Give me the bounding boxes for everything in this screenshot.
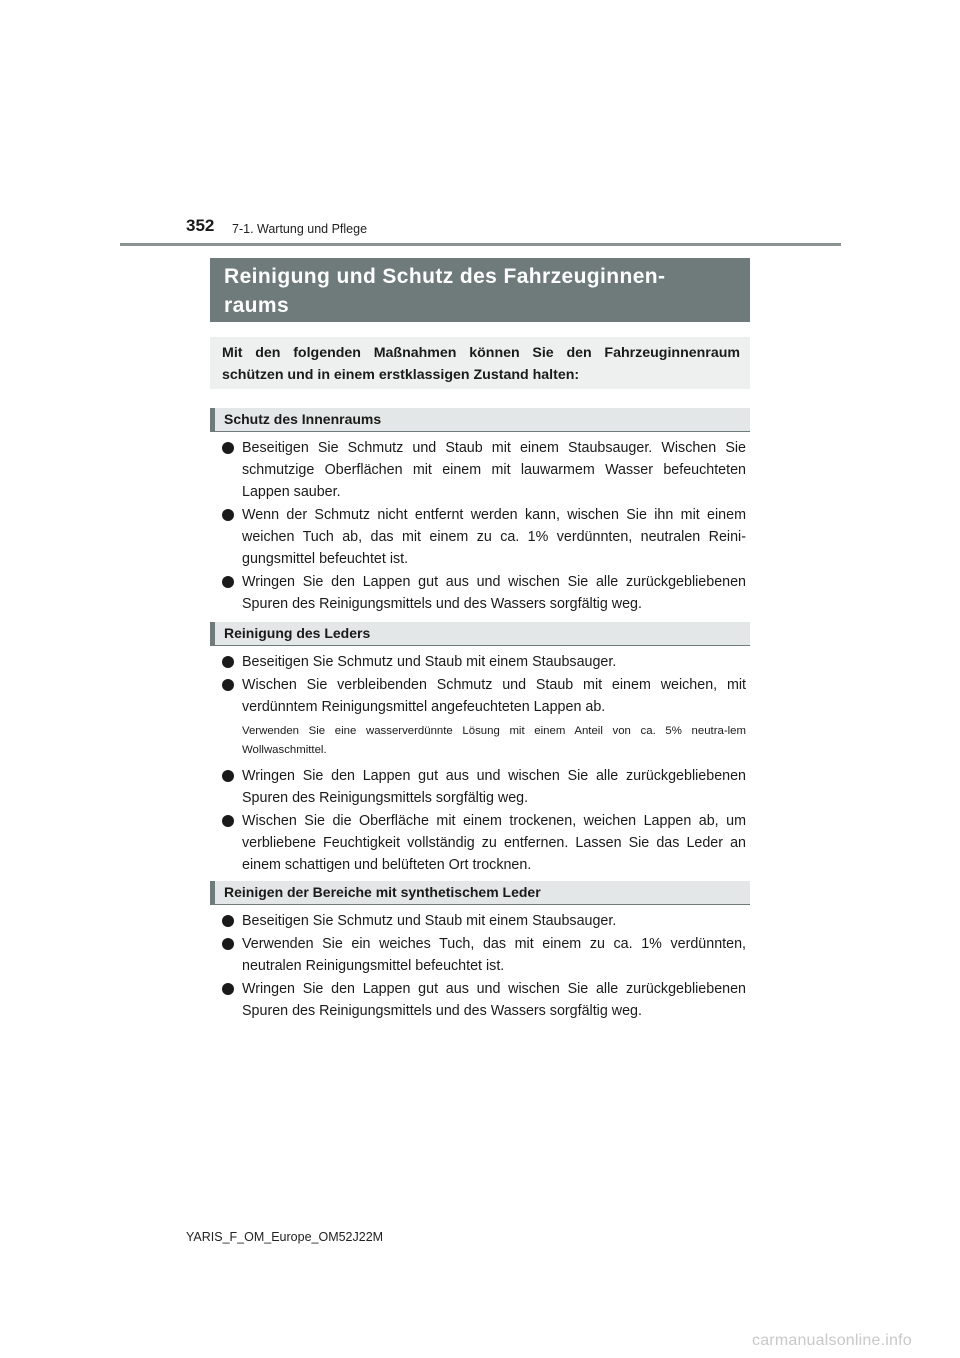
note-item [222,722,746,760]
list-item [222,933,746,977]
list-item [222,504,746,570]
bullet-icon [222,509,234,521]
section-heading-label: Reinigung des Leders [224,625,371,641]
list-item-text: Wringen Sie den Lappen gut aus und wischen Sie alle zurückgebliebenen Spuren des Reinigungsmittels und des Wassers sorgfältig weg. [242,574,746,612]
page-title [224,262,736,320]
list-item-text: Wringen Sie den Lappen gut aus und wischen Sie alle zurückgebliebenen Spuren des Reinigungsmittels sorgfältig weg. [242,768,746,806]
page-title-line1: Reinigung und Schutz des Fahrzeuginnen- [224,265,666,288]
list-item [222,651,746,673]
list-item [222,765,746,809]
bullet-icon [222,938,234,950]
list-item-text: Wischen Sie verbleibenden Schmutz und Staub mit einem weichen, mit verdünntem Reinigungsmittel angefeuchteten Lappen ab. [242,677,746,715]
bullet-icon [222,915,234,927]
page-number: 352 [186,216,215,235]
header-rule [120,243,841,246]
section-heading-protection [210,408,750,432]
page-title-line2: raums [224,294,290,317]
chapter-title: 7-1. Wartung und Pflege [232,222,368,236]
list-item [222,810,746,876]
bullet-icon [222,770,234,782]
list-item-text: Wringen Sie den Lappen gut aus und wischen Sie alle zurückgebliebenen Spuren des Reinigungsmittels und des Wassers sorgfältig weg. [242,981,746,1019]
intro-text: Mit den folgenden Maßnahmen können Sie den Fahrzeuginnenraum schützen und in einem erstklassigen Zustand halten: [222,345,740,383]
bullet-list-protection [222,437,746,616]
bullet-icon [222,442,234,454]
list-item-text: Beseitigen Sie Schmutz und Staub mit einem Staubsauger. [242,913,617,929]
section-heading-label: Schutz des Innenraums [224,411,382,427]
watermark: carmanualsonline.info [752,1332,912,1349]
list-item [222,437,746,503]
section-heading-synthetic-leather [210,881,750,905]
title-box [210,258,750,322]
list-item-text: Beseitigen Sie Schmutz und Staub mit einem Staubsauger. Wischen Sie schmutzige Oberflächen mit einem mit lauwarmem Wasser befeuchteten Lappen sauber. [242,440,746,500]
section-heading-leather [210,622,750,646]
list-item-text: Beseitigen Sie Schmutz und Staub mit einem Staubsauger. [242,654,617,670]
section-heading-label: Reinigen der Bereiche mit synthetischem Leder [224,884,541,900]
bullet-list-leather [222,651,746,877]
intro-box [210,337,750,389]
list-item [222,978,746,1022]
list-item-text: Verwenden Sie ein weiches Tuch, das mit einem zu ca. 1% verdünnten, neutralen Reinigungsmittel befeuchtet ist. [242,936,746,974]
note-text: Verwenden Sie eine wasserverdünnte Lösung mit einem Anteil von ca. 5% neutra-lem Wollwaschmittel. [242,725,746,756]
bullet-icon [222,983,234,995]
bullet-icon [222,576,234,588]
list-item [222,910,746,932]
bullet-list-synthetic-leather [222,910,746,1023]
list-item-text: Wenn der Schmutz nicht entfernt werden kann, wischen Sie ihn mit einem weichen Tuch ab, das mit einem zu ca. 1% verdünnten, neutralen Reini-gungsmittel befeuchtet ist. [242,507,746,567]
bullet-icon [222,679,234,691]
bullet-icon [222,815,234,827]
list-item-text: Wischen Sie die Oberfläche mit einem trockenen, weichen Lappen ab, um verbliebene Feuchtigkeit vollständig zu entfernen. Lassen Sie das Leder an einem schattigen und belüfteten Ort trocknen. [242,813,746,873]
list-item [222,571,746,615]
list-item [222,674,746,718]
bullet-icon [222,656,234,668]
footer-document-id: YARIS_F_OM_Europe_OM52J22M [186,1230,384,1244]
